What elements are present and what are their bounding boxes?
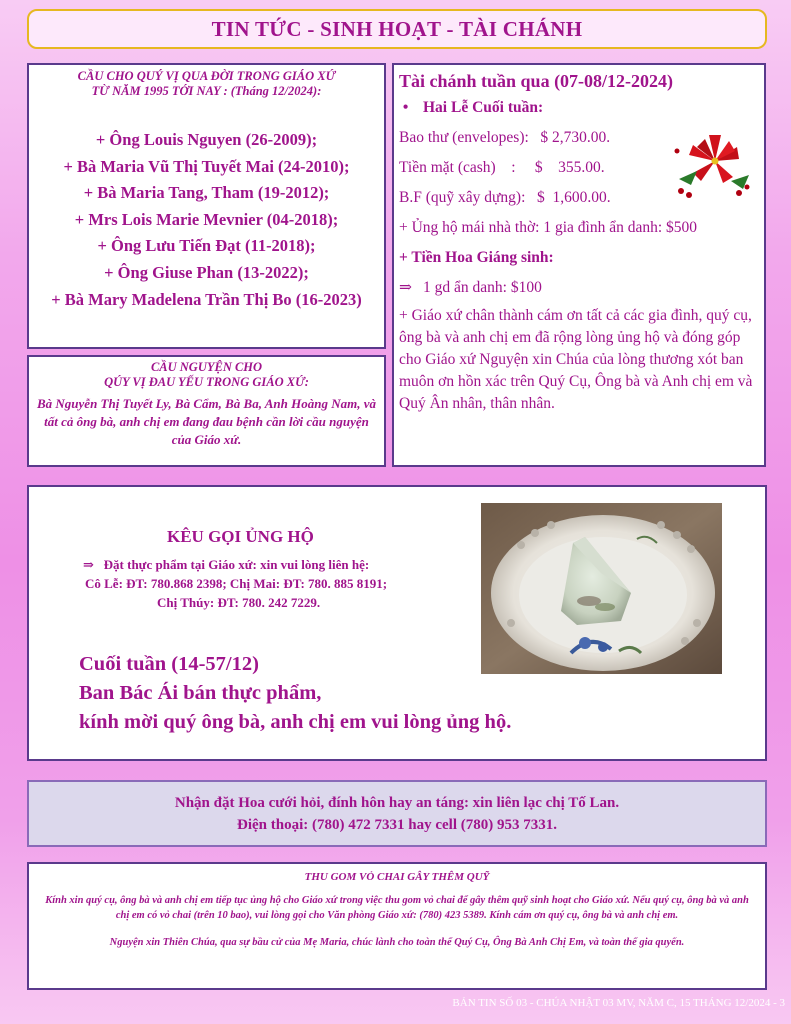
list-item: + Bà Maria Tang, Tham (19-2012); bbox=[83, 183, 330, 203]
appeal-heading: KÊU GỌI ỦNG HỘ bbox=[167, 527, 314, 546]
collection-body-2: Nguyện xin Thiên Chúa, qua sự bầu cử của Mẹ Maria, chúc lành cho toàn thể Quý Cụ, Ông Bà Anh Chị Em, và toàn thể gia quyến. bbox=[109, 937, 685, 948]
memorial-panel bbox=[27, 63, 386, 349]
bottle-collection-panel bbox=[27, 862, 767, 990]
contacts-line-1: Cô Lễ: ĐT: 780.868 2398; Chị Mai: ĐT: 780. 885 8191; bbox=[85, 576, 388, 591]
christmas-donation-line: ⇒ 1 gd ẩn danh: $100 bbox=[399, 273, 764, 303]
charity-line: Ban Bác Ái bán thực phẩm, bbox=[79, 682, 322, 704]
memorial-heading-1: CẦU CHO QUÝ VỊ QUA ĐỜI TRONG GIÁO XỨ bbox=[77, 69, 336, 83]
contacts-line-2: Chị Thúy: ĐT: 780. 242 7229. bbox=[157, 595, 321, 610]
flowers-line-2: Điện thoại: (780) 472 7331 hay cell (780) 953 7331. bbox=[237, 816, 557, 833]
invite-line: kính mời quý ông bà, anh chị em vui lòng ủng hộ. bbox=[79, 711, 512, 733]
thanks-paragraph: + Giáo xứ chân thành cám ơn tất cả các gia đình, quý cụ, ông bà và anh chị em đã rộng lòng ủng hộ và đóng góp cho Giáo xứ Nguyện xin Chúa của lòng thương xót ban muôn ơn hồn xác trên Quý Cụ, Ông bà và Anh chị em và Quý Ân nhân, thân nhân. bbox=[399, 307, 753, 412]
prayer-panel bbox=[27, 355, 386, 467]
cash-line: Tiền mặt (cash) : $ 355.00. bbox=[399, 159, 605, 176]
list-item: + Ông Louis Nguyen (26-2009); bbox=[95, 130, 318, 149]
poinsettia-icon bbox=[669, 131, 755, 201]
prayer-heading-1: CẦU NGUYỆN CHO bbox=[150, 360, 263, 374]
right-arrow-icon: ⇒ bbox=[83, 557, 104, 572]
prayer-body: Bà Nguyễn Thị Tuyết Ly, Bà Cẩm, Bà Ba, Anh Hoàng Nam, và tất cả ông bà, anh chị em đang đau bệnh cần lời cầu nguyện của Giáo xứ. bbox=[37, 396, 376, 447]
roof-donation-line: + Ủng hộ mái nhà thờ: 1 gia đình ẩn danh: $500 bbox=[399, 219, 698, 236]
order-line: ⇒ Đặt thực phẩm tại Giáo xứ: xin vui lòng liên hệ: bbox=[83, 557, 370, 572]
title-banner bbox=[27, 9, 767, 49]
collection-body-1: Kính xin quý cụ, ông bà và anh chị em tiếp tục ủng hộ cho Giáo xứ trong việc thu gom vỏ chai để gây thêm quỹ sinh hoạt cho Giáo xứ. Nếu quý cụ, ông bà và anh chị em có vỏ chai (trên 10 bao), vui lòng gọi cho Văn phòng Giáo xứ: (780) 423 5389. Kính cám ơn quý cụ, ông bà và anh chị em. bbox=[45, 895, 749, 921]
page-title: TIN TỨC - SINH HOẠT - TÀI CHÁNH bbox=[211, 16, 583, 41]
collection-heading: THU GOM VỎ CHAI GÂY THÊM QUỸ bbox=[304, 871, 490, 883]
weekend-line: Cuối tuần (14-57/12) bbox=[79, 653, 259, 675]
list-item: + Ông Lưu Tiến Đạt (11-2018); bbox=[97, 236, 316, 256]
memorial-list bbox=[29, 127, 384, 313]
right-arrow-icon: ⇒ bbox=[399, 279, 412, 296]
weekend-heading: • Hai Lễ Cuối tuần: bbox=[399, 93, 764, 123]
finance-title: Tài chánh tuần qua (07-08/12-2024) bbox=[399, 71, 674, 91]
flowers-panel bbox=[27, 780, 767, 847]
list-item: + Bà Maria Vũ Thị Tuyết Mai (24-2010); bbox=[63, 156, 350, 176]
christmas-heading: + Tiền Hoa Giáng sinh: bbox=[399, 249, 554, 266]
flowers-line-1: Nhận đặt Hoa cưới hỏi, đính hôn hay an táng: xin liên lạc chị Tố Lan. bbox=[174, 794, 620, 811]
prayer-heading-2: QÚY VỊ ĐAU YẾU TRONG GIÁO XỨ: bbox=[104, 375, 309, 389]
list-item: + Bà Mary Madelena Trần Thị Bo (16-2023) bbox=[51, 289, 362, 309]
envelopes-line: Bao thư (envelopes): $ 2,730.00. bbox=[399, 129, 611, 146]
appeal-panel bbox=[27, 485, 767, 761]
memorial-heading-2: TỪ NĂM 1995 TỚI NAY : (Tháng 12/2024): bbox=[91, 84, 322, 98]
page-footer: BẢN TIN SỐ 03 - CHÚA NHẬT 03 MV, NĂM C, 15 THÁNG 12/2024 - 3 bbox=[452, 997, 785, 1009]
building-fund-line: B.F (quỹ xây dựng): $ 1,600.00. bbox=[399, 189, 611, 206]
list-item: + Mrs Lois Marie Mevnier (04-2018); bbox=[74, 209, 339, 229]
list-item: + Ông Giuse Phan (13-2022); bbox=[104, 262, 309, 282]
finance-panel bbox=[392, 63, 766, 467]
bullet-dot-icon: • bbox=[399, 99, 409, 116]
dumpling-plate-photo bbox=[481, 503, 722, 674]
